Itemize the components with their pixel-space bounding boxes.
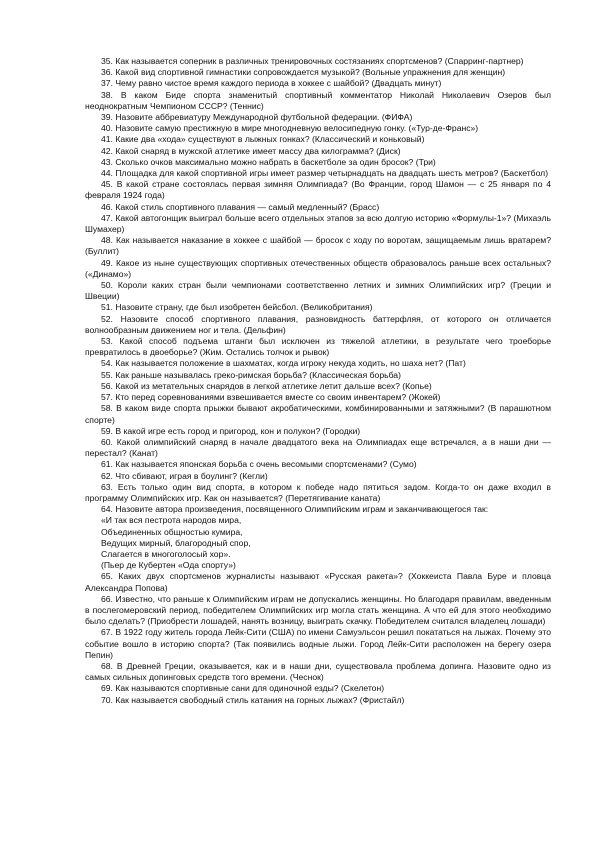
question-62: 62. Что сбивают, играя в боулинг? (Кегли): [101, 470, 268, 481]
poem-attribution: (Пьер де Кубертен «Ода спорту»): [101, 560, 236, 571]
question-59: 59. В какой игре есть город и пригород, кон и полукон? (Городки): [101, 425, 361, 436]
question-44: 44. Площадка для какой спортивной игры имеет размер четырнадцать на двадцать шесть метров? (Баскетбол): [101, 168, 549, 179]
question-65: 65. Каких двух спортсменов журналисты называют «Русская ракета»? (Хоккеиста Павла Буре и пловца Александра Попова): [85, 571, 551, 593]
poem-line-2: Объединенных общностью кумира,: [101, 526, 243, 537]
question-57: 57. Кто перед соревнованиями взвешивается вместе со своим инвентарем? (Жокей): [101, 392, 441, 403]
question-38: 38. В каком Биде спорта знаменитый спортивный комментатор Николай Николаевич Озеров был неоднократным Чемпионом СССР? (Теннис): [85, 89, 551, 111]
question-42: 42. Какой снаряд в мужской атлетике имеет массу два килограмма? (Диск): [101, 145, 401, 156]
question-39: 39. Назовите аббревиатуру Международной футбольной федерации. (ФИФА): [101, 112, 413, 123]
question-53: 53. Какой способ подъема штанги был исключен из тяжелой атлетики, в результате чего троеборье превратилось в двоеборье? (Жим. Остались толчок и рывок): [85, 336, 551, 358]
question-64: 64. Назовите автора произведения, посвященного Олимпийским играм и заканчивающегося так:: [101, 504, 489, 515]
poem-line-4: Слагается в многоголосый хор».: [101, 548, 231, 559]
question-35: 35. Как называется соперник в различных тренировочных состязаниях спортсменов? (Спарринг-партнер): [101, 56, 524, 66]
question-52: 52. Назовите способ спортивного плавания, разновидность баттерфляя, от которого он отличается волнообразным движением ног и тела. (Дельфин): [85, 313, 551, 335]
question-43: 43. Сколько очков максимально можно набрать в баскетболе за один бросок? (Три): [101, 156, 436, 167]
question-56: 56. Какой из метательных снарядов в легкой атлетике летит дальше всех? (Копье): [101, 380, 432, 391]
poem-line-1: «И так вся пестрота народов мира,: [101, 515, 242, 526]
question-45: 45. В какой стране состоялась первая зимняя Олимпиада? (Во Франции, город Шамон — с 25 января по 4 февраля 1924 года): [85, 179, 551, 201]
question-48: 48. Как называется наказание в хоккее с шайбой — бросок с ходу по воротам, защищаемым лишь вратарем? (Буллит): [85, 235, 551, 257]
question-70: 70. Как называется свободный стиль катания на горных лыжах? (Фристайл): [101, 694, 405, 705]
poem-quote: [85, 515, 551, 571]
question-46: 46. Какой стиль спортивного плавания — самый медленный? (Брасс): [101, 201, 380, 212]
question-41: 41. Какие два «хода» существуют в лыжных гонках? (Классический и коньковый): [101, 134, 425, 145]
question-69: 69. Как называются спортивные сани для одиночной езды? (Скелетон): [101, 683, 385, 694]
question-40: 40. Назовите самую престижную в мире многодневную велосипедную гонку. («Тур-де-Франс»): [101, 123, 479, 134]
question-36: 36. Какой вид спортивной гимнастики сопровождается музыкой? (Вольные упражнения для женщин): [101, 67, 506, 78]
document-body: [85, 56, 551, 706]
question-58: 58. В каком виде спорта прыжки бывают акробатическими, комбинированными и затяжными? (В парашютном спорте): [85, 403, 551, 425]
question-61: 61. Как называется японская борьба с очень весомыми спортсменами? (Сумо): [101, 459, 417, 470]
question-54: 54. Как называется положение в шахматах, когда игроку некуда ходить, но шаха нет? (Пат): [101, 358, 466, 369]
question-66: 66. Известно, что раньше к Олимпийским играм не допускались женщины. Но благодаря правилам, введенным в послегомеровский период, победителем Олимпийских игр могла стать женщина. А что ей для этого необходимо было сделать? (Приобрести лошадей, нанять возницу, выиграть скачку. Победителем считался владелец лошади): [85, 593, 551, 627]
question-37: 37. Чему равно чистое время каждого периода в хоккее с шайбой? (Двадцать минут): [101, 78, 442, 89]
poem-line-3: Ведущих мирный, благородный спор,: [101, 537, 251, 548]
question-55: 55. Как раньше называлась греко-римская борьба? (Классическая борьба): [101, 369, 401, 380]
question-60: 60. Какой олимпийский снаряд в начале двадцатого века на Олимпиадах еще встречался, а в наши дни — перестал? (Канат): [85, 436, 551, 459]
question-49: 49. Какое из ныне существующих спортивных отечественных обществ образовалось раньше всех остальных? («Динамо»): [85, 257, 551, 279]
question-47: 47. Какой автогонщик выиграл больше всего отдельных этапов за всю долгую историю «Формулы-1»? (Михаэль Шумахер): [85, 212, 551, 235]
question-50: 50. Короли каких стран были чемпионами соответственно летних и зимних Олимпийских игр? (Греции и Швеции): [85, 280, 551, 302]
question-63: 63. Есть только один вид спорта, в котором к победе надо пятиться задом. Когда-то он даже входил в программу Олимпийских игр. Как он называется? (Перетягивание каната): [85, 481, 551, 503]
question-51: 51. Назовите страну, где был изобретен бейсбол. (Великобритания): [101, 302, 373, 313]
question-68: 68. В Древней Греции, оказывается, как и в наши дни, существовала проблема допинга. Назовите одно из самых сильных допинговых средств того времени. (Чеснок): [85, 660, 551, 683]
question-67: 67. В 1922 году житель города Лейк-Сити (США) по имени Самуэльсон решил покататься на лыжах. Почему это событие вошло в историю спорта? (Так появились водные лыжи. Город Лейк-Сити расположен на берегу озера Пепин): [85, 627, 551, 660]
